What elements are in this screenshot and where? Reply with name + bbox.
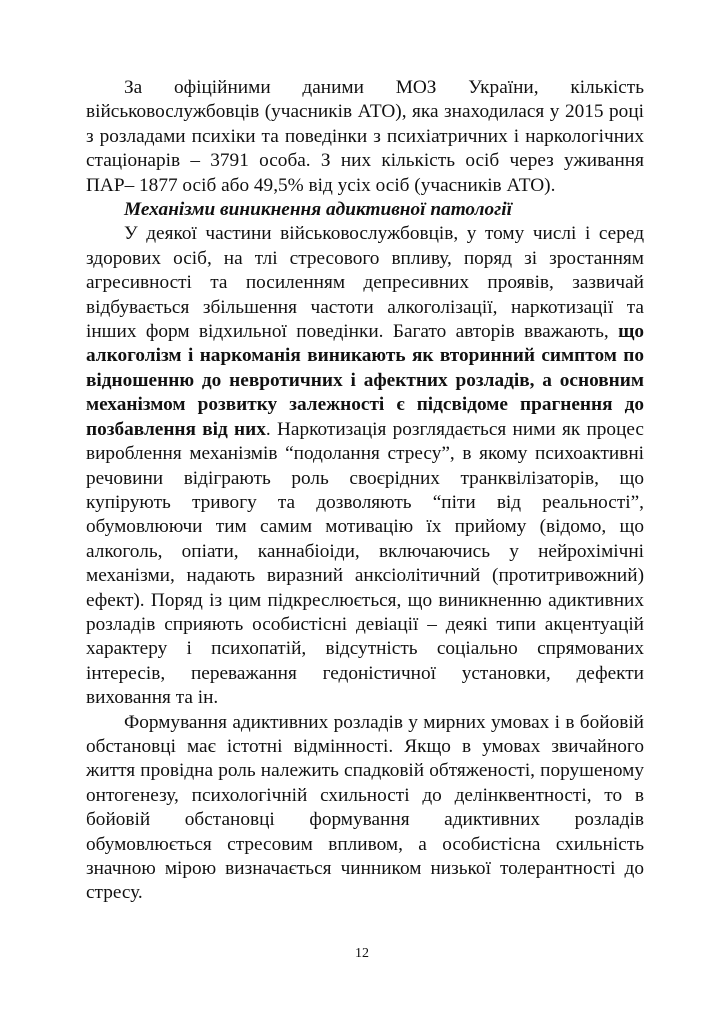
paragraph-mechanisms-bold: що алкоголізм і наркоманія виникають як вторинний симптом по відношенню до невротичних і афектних розладів, а основним механізмом розвитку залежності є підсвідоме прагнення до позбавлення від них bbox=[86, 321, 644, 440]
paragraph-mechanisms bbox=[86, 222, 644, 710]
paragraph-statistics: За офіційними даними МОЗ України, кількість військовослужбовців (учасників АТО), яка знаходилася у 2015 році з розладами психіки та поведінки з психіатричних і наркологічних стаціонарів – 3791 особа. З них кількість осіб через уживання ПАР– 1877 осіб або 49,5% від усіх осіб (учасників АТО). bbox=[86, 77, 644, 196]
paragraph-formation: Формування адиктивних розладів у мирних умовах і в бойовій обстановці має істотні відмінності. Якщо в умовах звичайного життя провідна роль належить спадковій обтяженості, порушеному онтогенезу, психологічній схильності до делінквентності, то в бойовій обстановці формування адиктивних розладів обумовлюється стресовим впливом, а особистісна схильність значною мірою визначається чинником низької толерантності до стресу. bbox=[86, 711, 644, 904]
page-number: 12 bbox=[355, 946, 369, 961]
document-page bbox=[86, 76, 644, 906]
paragraph-mechanisms-intro: У деякої частини військовослужбовців, у тому числі і серед здорових осіб, на тлі стресового впливу, поряд зі зростанням агресивності та посиленням депресивних проявів, зазвичай відбувається збільшення частоти алкоголізації, наркотизації та інших форм відхильної поведінки. Багато авторів вважають, bbox=[86, 223, 644, 343]
section-heading: Механізми виникнення адиктивної патології bbox=[124, 199, 512, 221]
paragraph-mechanisms-rest: . Наркотизація розглядається ними як процес вироблення механізмів “подолання стресу”, в якому психоактивні речовини відіграють роль своєрідних транквілізаторів, що купірують тривогу та дозволяють “піти від реальності”, обумовлюючи тим самим мотивацію їх прийому (відомо, що алкоголь, опіати, каннабіоіди, включаючись у нейрохімічні механізми, надають виразний анксіолітичний (протитривожний) ефект). Поряд із цим підкреслюється, що виникненню адиктивних розладів сприяють особистісні девіації – деякі типи акцентуацій характеру і психопатій, відсутність соціально спрямованих інтересів, переважання гедоністичної установки, дефекти виховання та ін. bbox=[86, 418, 644, 709]
